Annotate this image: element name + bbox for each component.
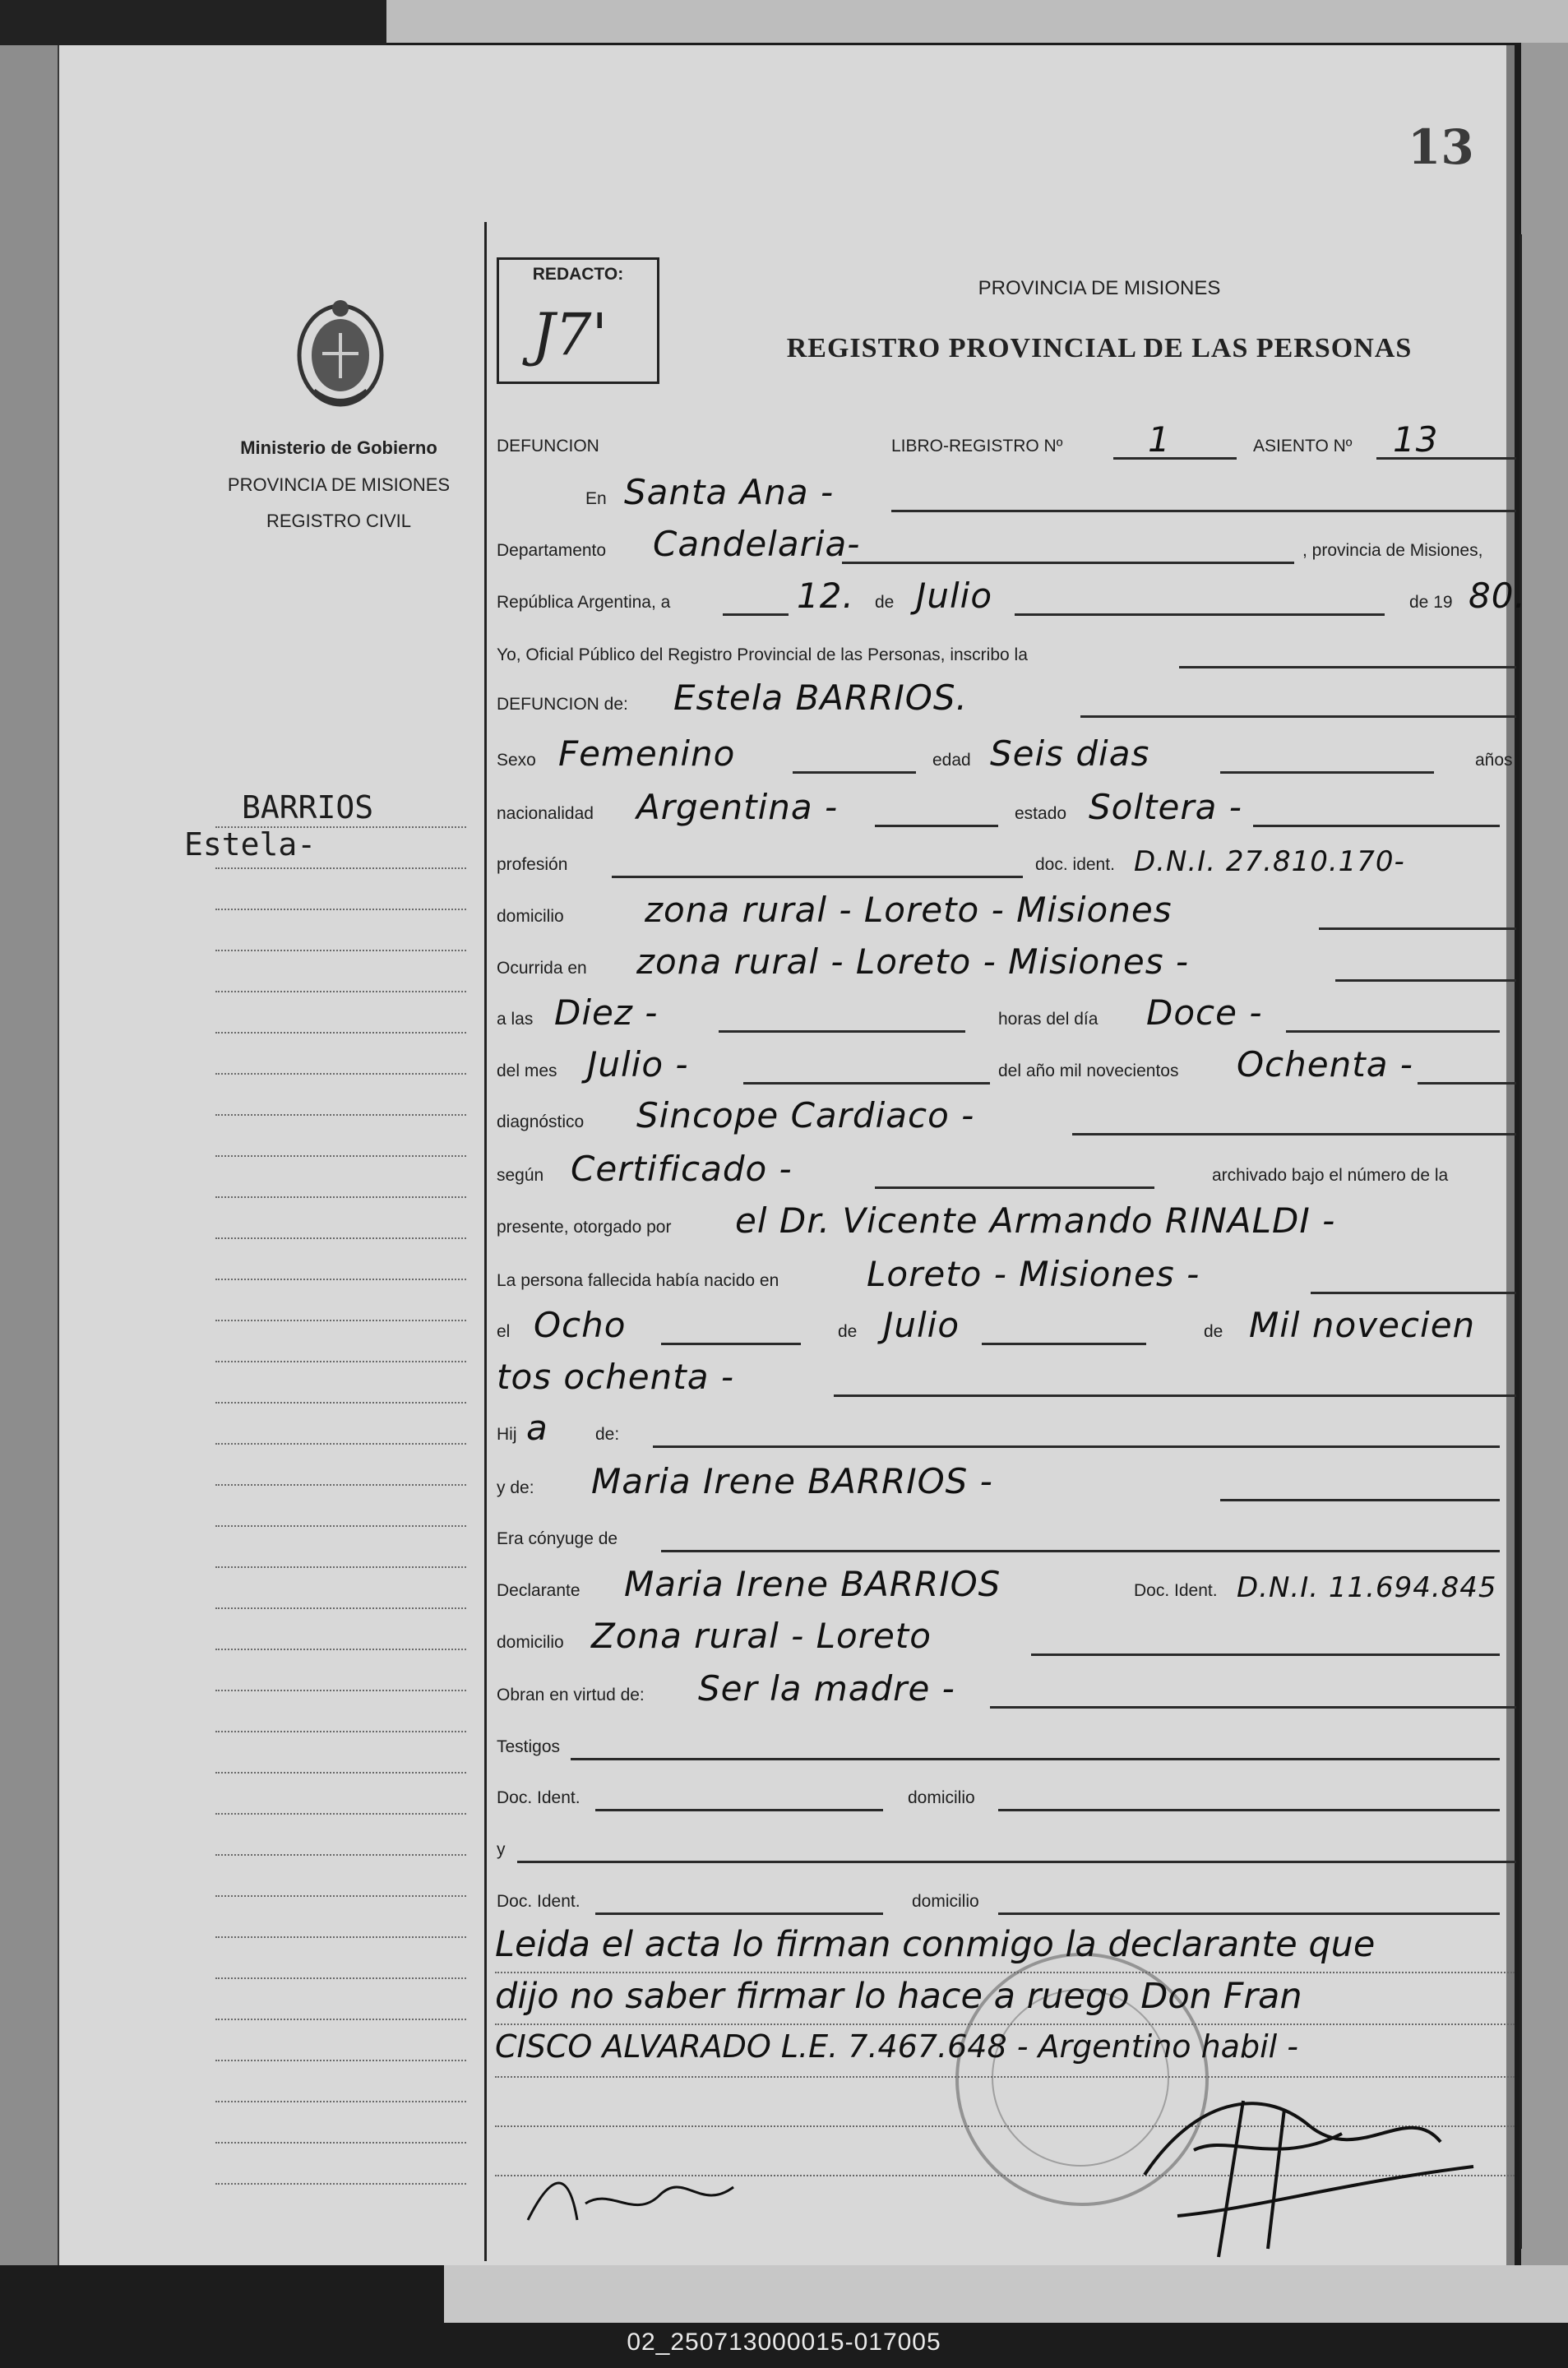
row-yde (497, 1461, 1516, 1505)
defuncion-de-value: Estela BARRIOS. (673, 678, 968, 718)
closing-line-2: dijo no saber firmar lo hace a ruego Don Fran (495, 1976, 1302, 2017)
background-top-left (0, 0, 386, 45)
edad-value: Seis dias (990, 733, 1150, 774)
row-declarante (497, 1566, 1516, 1607)
domicilio-value: zona rural - Loreto - Misiones (645, 890, 1173, 930)
defuncion-de-label: DEFUNCION de: (497, 695, 628, 714)
row-testigos (497, 1723, 1516, 1764)
row-domicilio (497, 892, 1516, 933)
row-nacionalidad (497, 789, 1516, 830)
presente-value: el Dr. Vicente Armando RINALDI - (735, 1200, 1336, 1241)
asiento-value: 13 (1393, 419, 1439, 460)
domicilio2-label: domicilio (912, 1892, 979, 1911)
row-doc-ident-1 (497, 1774, 1516, 1815)
yde-value: Maria Irene BARRIOS - (591, 1461, 993, 1501)
de19-label: de 19 (1409, 593, 1453, 612)
nacido-value: Loreto - Misiones - (867, 1254, 1200, 1294)
coat-of-arms-icon (289, 296, 392, 415)
row-departamento (497, 526, 1516, 567)
nacionalidad-label: nacionalidad (497, 804, 594, 823)
alas-label: a las (497, 1010, 534, 1029)
mes-value: Julio (916, 576, 993, 616)
anio2-value: Mil novecien (1249, 1305, 1476, 1345)
declarante-value: Maria Irene BARRIOS (624, 1564, 1001, 1604)
row-en (497, 474, 1516, 516)
book-spine (0, 45, 61, 2265)
anio-value: 80. (1469, 576, 1526, 616)
row-hora (497, 992, 1516, 1036)
el-value: Ocho (534, 1305, 627, 1345)
doc-ident-label: doc. ident. (1035, 855, 1115, 874)
row-nacido (497, 1256, 1516, 1297)
org-registry: REGISTRO CIVIL (266, 511, 412, 531)
en-label: En (585, 489, 607, 508)
row-presente (497, 1200, 1516, 1244)
segun-value: Certificado - (571, 1149, 793, 1189)
asiento-label: ASIENTO Nº (1253, 437, 1353, 456)
diagnostico-value: Sincope Cardiaco - (636, 1095, 975, 1135)
defuncion-heading: DEFUNCION (497, 437, 599, 456)
row-yo (497, 631, 1516, 672)
page-number: 13 (1408, 119, 1474, 175)
margin-surname: BARRIOS (242, 789, 374, 826)
ocurrida-value: zona rural - Loreto - Misiones - (636, 941, 1190, 982)
column-divider (484, 222, 487, 2261)
nacido-label: La persona fallecida había nacido en (497, 1271, 779, 1290)
row-defuncion-de (497, 680, 1516, 721)
row-conyuge (497, 1515, 1516, 1556)
departamento-label: Departamento (497, 541, 607, 560)
background-top (386, 0, 1568, 43)
closing-dotted-2 (495, 2023, 1515, 2025)
alas-value: Diez - (554, 992, 659, 1033)
official-signature (1095, 2051, 1490, 2265)
doc-ident2-label: Doc. Ident. (497, 1892, 580, 1911)
hij-value: a (526, 1408, 548, 1448)
row-libro (497, 419, 1516, 463)
de2-label: de (838, 1322, 858, 1341)
registry-title: REGISTRO PROVINCIAL DE LAS PERSONAS (786, 333, 1413, 363)
margin-given-name: Estela- (184, 826, 317, 863)
decl-dom-label: domicilio (497, 1633, 564, 1652)
el-label: el (497, 1322, 511, 1341)
segun-label: según (497, 1166, 544, 1185)
anio-mil-value: Ochenta - (1237, 1044, 1413, 1085)
diagnostico-label: diagnóstico (497, 1112, 585, 1131)
anio-mil-label: del año mil novecientos (998, 1061, 1179, 1080)
org-ministry: Ministerio de Gobierno (240, 437, 437, 458)
row-delmes (497, 1044, 1516, 1088)
de-label: de (875, 593, 895, 612)
domicilio1-label: domicilio (908, 1788, 975, 1807)
row-sexo (497, 733, 1516, 777)
sexo-label: Sexo (497, 751, 536, 770)
y-label: y (497, 1840, 506, 1859)
decl-doc-value: D.N.I. 11.694.845 (1237, 1571, 1497, 1604)
en-value: Santa Ana - (624, 472, 835, 512)
row-diagnostico (497, 1095, 1516, 1139)
anio2-cont: tos ochenta - (497, 1357, 734, 1397)
delmes-value: Julio - (587, 1044, 689, 1085)
row-anio-cont (497, 1359, 1516, 1400)
provincia-label: , provincia de Misiones, (1302, 541, 1483, 560)
conyuge-label: Era cónyuge de (497, 1529, 618, 1548)
sexo-value: Femenino (558, 733, 736, 774)
domicilio-label: domicilio (497, 907, 564, 926)
hij-de-label: de: (595, 1425, 620, 1444)
row-fecha (497, 576, 1526, 619)
libro-label: LIBRO-REGISTRO Nº (891, 437, 1063, 456)
delmes-label: del mes (497, 1061, 557, 1080)
anos-label: años (1475, 751, 1513, 770)
witness-signature (520, 2162, 750, 2236)
row-y (497, 1825, 1516, 1866)
testigos-label: Testigos (497, 1737, 561, 1756)
departamento-value: Candelaria- (653, 524, 861, 564)
horas-value: Doce - (1146, 992, 1263, 1033)
obran-label: Obran en virtud de: (497, 1686, 645, 1704)
row-doc-ident-2 (497, 1877, 1516, 1918)
nacionalidad-value: Argentina - (636, 787, 839, 827)
edad-label: edad (932, 751, 971, 770)
image-caption: 02_250713000015-017005 (627, 2329, 941, 2356)
closing-line-3: CISCO ALVARADO L.E. 7.467.648 - Argentino habil - (495, 2028, 1298, 2065)
yo-label: Yo, Oficial Público del Registro Provincial de las Personas, inscribo la (497, 645, 1028, 664)
page-shadow (1521, 43, 1568, 2320)
row-segun (497, 1151, 1516, 1192)
ocurrida-label: Ocurrida en (497, 959, 587, 978)
row-obran (497, 1668, 1516, 1712)
row-decl-domicilio (497, 1618, 1516, 1659)
province-title: PROVINCIA DE MISIONES (978, 277, 1221, 299)
background-bottom (444, 2265, 1568, 2323)
redacto-initials: J7' (532, 301, 608, 368)
doc-ident-value: D.N.I. 27.810.170- (1134, 845, 1405, 878)
yde-label: y de: (497, 1478, 534, 1497)
profesion-label: profesión (497, 855, 568, 874)
presente-label: presente, otorgado por (497, 1218, 672, 1237)
horas-label: horas del día (998, 1010, 1099, 1029)
closing-dotted-1 (495, 1972, 1515, 1973)
mes2-value: Julio (883, 1305, 960, 1345)
hij-label: Hij (497, 1425, 517, 1444)
row-hij (497, 1410, 1516, 1451)
right-border (1519, 234, 1522, 2249)
libro-value: 1 (1148, 419, 1171, 460)
redacto-label: REDACTO: (532, 265, 624, 284)
decl-doc-label: Doc. Ident. (1134, 1581, 1218, 1600)
archivado-label: archivado bajo el número de la (1212, 1166, 1449, 1185)
estado-label: estado (1015, 804, 1067, 823)
dia-value: 12. (797, 576, 854, 616)
row-profesion (497, 840, 1516, 881)
obran-value: Ser la madre - (698, 1668, 955, 1709)
row-el (497, 1307, 1516, 1348)
closing-line-1: Leida el acta lo firman conmigo la declarante que (495, 1924, 1376, 1965)
register-page (59, 45, 1526, 2265)
row-ocurrida (497, 941, 1516, 985)
redacto-box (497, 257, 659, 384)
estado-value: Soltera - (1089, 787, 1242, 827)
doc-ident1-label: Doc. Ident. (497, 1788, 580, 1807)
decl-dom-value: Zona rural - Loreto (591, 1616, 932, 1656)
org-province: PROVINCIA DE MISIONES (227, 474, 451, 495)
republica-label: República Argentina, a (497, 593, 671, 612)
de3-label: de (1204, 1322, 1223, 1341)
declarante-label: Declarante (497, 1581, 580, 1600)
